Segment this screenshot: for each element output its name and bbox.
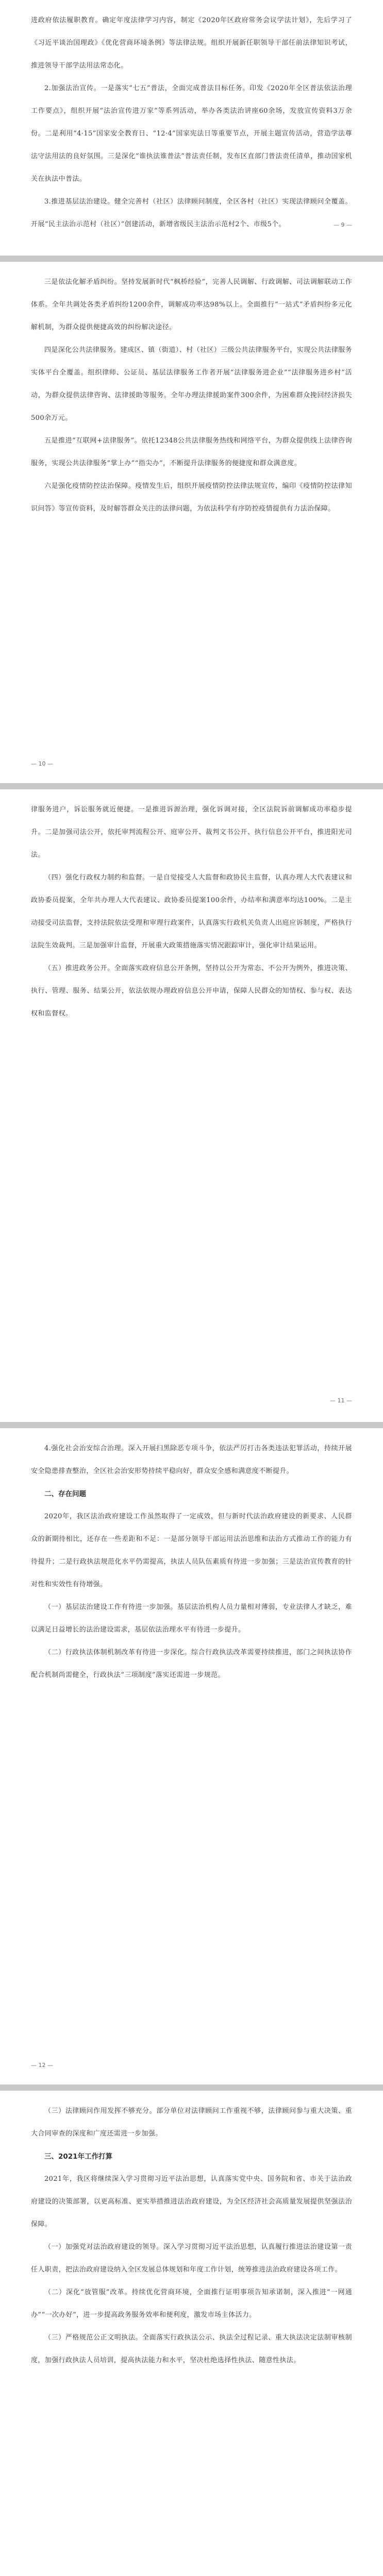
page-number: — 9 — — [334, 222, 352, 228]
document-page — [0, 789, 383, 1422]
page-number: — 11 — — [330, 1397, 352, 1404]
paragraph: （三）严格规范公正文明执法。全面落实行政执法公示、执法全过程记录、重大执法决定法制审核制度，加强行政执法人员培训，提高执法能力和水平，坚决杜绝选择性执法、随意性执法。 — [31, 2334, 352, 2364]
section-heading: 三、2021年工作打算 — [44, 2153, 113, 2161]
paragraph: 三是依法化解矛盾纠纷。坚持发展新时代“枫桥经验”，完善人民调解、行政调解、司法调解联动工作体系。全年共调处各类矛盾纠纷1200余件，调解成功率达98%以上。全面推行“一站式”矛盾纠纷多元化解机制，为群众提供便捷高效的纠纷解决途径。 — [31, 278, 352, 331]
document-page — [0, 1428, 383, 2084]
paragraph: （一）基层法治建设工作有待进一步加强。基层法治机构人员力量相对薄弱，专业法律人才缺乏，难以满足日益增长的法治建设需求，基层依法治理水平有待进一步提升。 — [31, 1603, 352, 1634]
paragraph: （四）强化行政权力制约和监督。一是自觉接受人大监督和政协民主监督，认真办理人大代表建议和政协委员提案，全年共办理人大代表建议、政协委员提案100余件，办结率和满意率均达100%。二是主动接受司法监督，支持法院依法受理和审理行政案件，认真落实行政机关负责人出庭应诉制度，严格执行法院生效裁判。三是加强审计监督，开展重大政策措施落实情况跟踪审计，强化审计结果运用。 — [31, 874, 352, 950]
section-heading: 二、存在问题 — [44, 1490, 86, 1498]
page-number: — 10 — — [31, 760, 53, 767]
paragraph: 六是强化疫情防控法治保障。疫情发生后，组织开展疫情防控法律法规宣传，编印《疫情防控法律知识问答》等宣传资料，及时解答群众关注的法律问题，为依法科学有序防控疫情提供有力法治保障。 — [31, 482, 352, 513]
paragraph: （二）行政执法体制机制改革有待进一步深化。综合行政执法改革需要持续推进，部门之间执法协作配合机制尚需健全，行政执法“三项制度”落实还需进一步规范。 — [31, 1649, 352, 1679]
paragraph: （一）加强党对法治政府建设的领导。深入学习贯彻习近平法治思想，认真履行推进法治建设第一责任人职责，把法治政府建设纳入全区发展总体规划和年度工作计划，统筹推进法治政府建设各项工作。 — [31, 2243, 352, 2274]
paragraph: 2021年，我区将继续深入学习贯彻习近平法治思想，认真落实党中央、国务院和省、市关于法治政府建设的决策部署，以更高标准、更实举措推进法治政府建设，为全区经济社会高质量发展提供坚强法治保障。 — [31, 2175, 352, 2228]
paragraph: 3.推进基层法治建设。健全完善村（社区）法律顾问制度，全区各村（社区）实现法律顾问全覆盖。开展“民主法治示范村（社区）”创建活动，新增省级民主法治示范村2个、市级5个。 — [31, 198, 352, 228]
paragraph: 四是深化公共法律服务。建成区、镇（街道）、村（社区）三级公共法律服务平台，实现公共法律服务实体平台全覆盖。组织律师、公证员、基层法律服务工作者开展“法律服务进企业”“法律服务进乡村”活动，为群众提供法律咨询、法律援助等服务。全年办理法律援助案件300余件，为困难群众挽回经济损失500余万元。 — [31, 346, 352, 422]
paragraph: 2020年，我区法治政府建设工作虽然取得了一定成效，但与新时代法治政府建设的新要求、人民群众的新期待相比，还存在一些差距和不足：一是部分领导干部运用法治思维和法治方式推动工作的能力有待提升；二是行政执法规范化水平仍需提高，执法人员队伍素质有待进一步加强；三是法治宣传教育的针对性和实效性有待增强。 — [31, 1513, 352, 1588]
page-number: — 12 — — [31, 2062, 53, 2069]
document-page — [0, 2091, 383, 2576]
paragraph: 4.强化社会治安综合治理。深入开展扫黑除恶专项斗争，依法严厉打击各类违法犯罪活动，持续开展安全隐患排查整治，全区社会治安形势持续平稳向好，群众安全感和满意度不断提升。 — [31, 1445, 352, 1475]
paragraph: （三）法律顾问作用发挥不够充分。部分单位对法律顾问工作重视不够，法律顾问参与重大决策、重大合同审查的深度和广度还需进一步加强。 — [31, 2107, 352, 2138]
paragraph: （五）推进政务公开。全面落实政府信息公开条例，坚持以公开为常态、不公开为例外，推进决策、执行、管理、服务、结果公开，依法依规办理政府信息公开申请，保障人民群众的知情权、参与权、表达权和监督权。 — [31, 964, 352, 1018]
paragraph: 律服务进户，诉讼服务就近便捷。一是推进诉源治理，强化诉调对接，全区法院诉前调解成功率稳步提升。二是加强司法公开，依托审判流程公开、庭审公开、裁判文书公开、执行信息公开平台，推进阳光司法。 — [31, 806, 352, 859]
document-page — [0, 0, 383, 256]
paragraph: 进政府依法履职教育。确定年度法律学习内容，制定《2020年区政府常务会议学法计划》，先后学习了《习近平谈治国理政》《优化营商环境条例》等法律法规。组织开展新任职领导干部任前法律知识考试，推进领导干部学法用法常态化。 — [31, 16, 352, 70]
paragraph: 五是推进“互联网+法律服务”。依托12348公共法律服务热线和网络平台，为群众提供线上法律咨询服务，实现公共法律服务“掌上办”“指尖办”，不断提升法律服务的便捷度和群众满意度。 — [31, 437, 352, 467]
paragraph: （二）深化“放管服”改革。持续优化营商环境，全面推行证明事项告知承诺制，深入推进“一网通办”“一次办好”，进一步提高政务服务效率和便利度，激发市场主体活力。 — [31, 2289, 352, 2319]
paragraph: 2.加强法治宣传。一是落实“七五”普法，全面完成普法目标任务。印发《2020年全区普法依法治理工作要点》，组织开展“法治宣传进万家”等系列活动，举办各类法治讲座60余场，发放宣传资料3万余份。二是利用“4·15”国家安全教育日、“12·4”国家宪法日等重要节点，开展主题宣传活动，营造学法尊法守法用法的良好氛围。三是深化“谁执法谁普法”普法责任制，发布区直部门普法责任清单，推动国家机关在执法中普法。 — [31, 84, 352, 183]
document-page — [0, 262, 383, 783]
